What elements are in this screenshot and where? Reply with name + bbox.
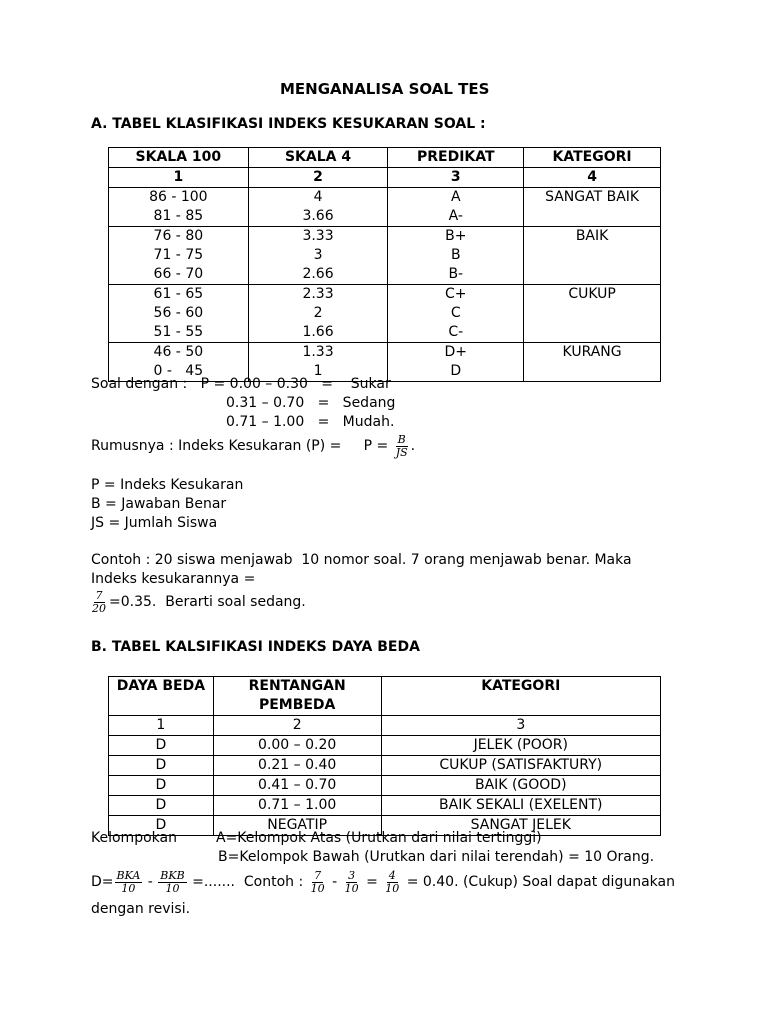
predikat-cell bbox=[388, 188, 524, 227]
skala-4-value: 3.33 bbox=[302, 228, 334, 244]
daya-beda-cell: D bbox=[109, 816, 214, 836]
fraction-denominator: 10 bbox=[310, 881, 325, 895]
skala-100-value: 46 - 50 bbox=[153, 344, 204, 360]
skala-4-value: 1 bbox=[313, 363, 323, 379]
column-number: 1 bbox=[109, 168, 249, 188]
predikat-cell bbox=[388, 227, 524, 285]
predikat-value: C+ bbox=[445, 286, 467, 302]
column-number: 3 bbox=[388, 168, 524, 188]
bka-fraction bbox=[115, 870, 143, 895]
predikat-value: D+ bbox=[444, 344, 468, 360]
table-row bbox=[109, 736, 661, 756]
fraction-numerator: BKB bbox=[160, 868, 185, 882]
column-number: 4 bbox=[524, 168, 661, 188]
rumus-fraction bbox=[394, 434, 410, 459]
rentangan-cell: 0.41 – 0.70 bbox=[213, 776, 381, 796]
skala-4-cell bbox=[248, 285, 388, 343]
skala-4-value: 1.66 bbox=[302, 324, 334, 340]
soal-line-2: 0.31 – 0.70 = Sedang bbox=[226, 395, 396, 411]
difficulty-index-table bbox=[108, 147, 661, 382]
table-header-row bbox=[109, 148, 661, 168]
skala-100-value: 61 - 65 bbox=[153, 286, 204, 302]
fraction-numerator: 3 bbox=[348, 868, 356, 882]
skala-100-value: 71 - 75 bbox=[153, 247, 204, 263]
rentangan-cell: 0.00 – 0.20 bbox=[213, 736, 381, 756]
table-row bbox=[109, 756, 661, 776]
fraction-numerator: 4 bbox=[388, 868, 396, 882]
table-header-row bbox=[109, 677, 661, 716]
header-kategori: KATEGORI bbox=[381, 677, 660, 716]
discrimination-index-table bbox=[108, 676, 661, 836]
kategori-cell: KURANG bbox=[524, 343, 661, 382]
rentangan-cell: NEGATIP bbox=[213, 816, 381, 836]
rumus-text: Rumusnya : Indeks Kesukaran (P) = P = bbox=[91, 438, 393, 454]
skala-4-value: 2.66 bbox=[302, 266, 334, 282]
table-number-row bbox=[109, 716, 661, 736]
bkb-fraction bbox=[158, 870, 186, 895]
predikat-value: D bbox=[450, 363, 462, 379]
column-number: 2 bbox=[213, 716, 381, 736]
daya-beda-cell: D bbox=[109, 756, 214, 776]
skala-100-value: 86 - 100 bbox=[149, 189, 208, 205]
header-rentangan-pembeda: RENTANGAN PEMBEDA bbox=[213, 677, 381, 716]
final-line: dengan revisi. bbox=[91, 901, 191, 917]
section-a-heading: A. TABEL KLASIFIKASI INDEKS KESUKARAN SOAL : bbox=[91, 116, 486, 132]
predikat-value: B- bbox=[448, 266, 464, 282]
contoh-result: =0.35. Berarti soal sedang. bbox=[109, 594, 306, 610]
kategori-cell: CUKUP bbox=[524, 285, 661, 343]
fraction-numerator: BKA bbox=[116, 868, 141, 882]
column-number: 2 bbox=[248, 168, 388, 188]
formula-minus: - bbox=[327, 874, 342, 890]
header-skala-100: SKALA 100 bbox=[109, 148, 249, 168]
definition-js: JS = Jumlah Siswa bbox=[91, 515, 218, 531]
predikat-value: B bbox=[450, 247, 461, 263]
header-skala-4: SKALA 4 bbox=[248, 148, 388, 168]
example-fraction bbox=[383, 870, 401, 895]
predikat-value: A bbox=[450, 189, 461, 205]
fraction-denominator: 10 bbox=[344, 881, 359, 895]
fraction-denominator: 10 bbox=[385, 881, 400, 895]
skala-4-value: 2 bbox=[313, 305, 323, 321]
header-daya-beda: DAYA BEDA bbox=[109, 677, 214, 716]
kategori-cell: CUKUP (SATISFAKTURY) bbox=[381, 756, 660, 776]
contoh-line-1: Contoh : 20 siswa menjawab 10 nomor soal. 7 orang menjawab benar. Maka bbox=[91, 552, 632, 568]
section-b-heading: B. TABEL KALSIFIKASI INDEKS DAYA BEDA bbox=[91, 639, 420, 655]
fraction-denominator: 10 bbox=[165, 881, 180, 895]
header-kategori: KATEGORI bbox=[524, 148, 661, 168]
skala-100-cell bbox=[109, 188, 249, 227]
rentangan-cell: 0.71 – 1.00 bbox=[213, 796, 381, 816]
skala-4-value: 3.66 bbox=[302, 208, 334, 224]
skala-4-value: 1.33 bbox=[302, 344, 334, 360]
skala-4-value: 3 bbox=[313, 247, 323, 263]
column-number: 3 bbox=[381, 716, 660, 736]
skala-100-value: 81 - 85 bbox=[153, 208, 204, 224]
formula-mid: =....... Contoh : bbox=[187, 874, 308, 890]
fraction-numerator: 7 bbox=[95, 588, 103, 602]
soal-line-1: Soal dengan : P = 0.00 – 0.30 = Sukar bbox=[91, 376, 391, 392]
daya-beda-cell: D bbox=[109, 736, 214, 756]
predikat-cell bbox=[388, 343, 524, 382]
fraction-denominator: JS bbox=[395, 445, 408, 459]
rumus-suffix: . bbox=[410, 438, 416, 454]
kategori-cell: SANGAT BAIK bbox=[524, 188, 661, 227]
fraction-denominator: 20 bbox=[92, 601, 106, 615]
formula-equals: = bbox=[361, 874, 383, 890]
kategori-cell: BAIK SEKALI (EXELENT) bbox=[381, 796, 660, 816]
table-row bbox=[109, 776, 661, 796]
definition-p: P = Indeks Kesukaran bbox=[91, 477, 244, 493]
formula-minus: - bbox=[143, 874, 158, 890]
kategori-cell: JELEK (POOR) bbox=[381, 736, 660, 756]
example-fraction bbox=[343, 870, 361, 895]
fraction-numerator: 7 bbox=[314, 868, 322, 882]
daya-beda-cell: D bbox=[109, 796, 214, 816]
skala-4-value: 2.33 bbox=[302, 286, 334, 302]
formula-d-prefix: D= bbox=[91, 874, 114, 890]
skala-100-cell bbox=[109, 285, 249, 343]
predikat-value: A- bbox=[448, 208, 463, 224]
kategori-cell: SANGAT JELEK bbox=[381, 816, 660, 836]
table-row bbox=[109, 227, 661, 285]
fraction-numerator: B bbox=[397, 432, 406, 446]
contoh-fraction bbox=[90, 590, 108, 615]
skala-4-cell bbox=[248, 227, 388, 285]
formula-result: = 0.40. (Cukup) Soal dapat digunakan bbox=[402, 874, 675, 890]
daya-beda-cell: D bbox=[109, 776, 214, 796]
soal-line-3: 0.71 – 1.00 = Mudah. bbox=[226, 414, 395, 430]
kategori-cell: BAIK bbox=[524, 227, 661, 285]
column-number: 1 bbox=[109, 716, 214, 736]
kelompok-label: Kelompokan bbox=[91, 830, 177, 846]
predikat-value: C- bbox=[448, 324, 464, 340]
page-title: MENGANALISA SOAL TES bbox=[280, 80, 490, 98]
table-number-row bbox=[109, 168, 661, 188]
table-row bbox=[109, 796, 661, 816]
table-row bbox=[109, 188, 661, 227]
skala-100-value: 76 - 80 bbox=[153, 228, 204, 244]
skala-100-value: 51 - 55 bbox=[153, 324, 204, 340]
rumus-line bbox=[91, 432, 415, 460]
skala-4-cell bbox=[248, 188, 388, 227]
definition-b: B = Jawaban Benar bbox=[91, 496, 227, 512]
contoh-result-line bbox=[89, 588, 306, 616]
skala-100-cell bbox=[109, 227, 249, 285]
rentangan-cell: 0.21 – 0.40 bbox=[213, 756, 381, 776]
fraction-denominator: 10 bbox=[121, 881, 136, 895]
kelompok-b: B=Kelompok Bawah (Urutkan dari nilai terendah) = 10 Orang. bbox=[218, 849, 655, 865]
example-fraction bbox=[309, 870, 327, 895]
skala-100-value: 66 - 70 bbox=[153, 266, 204, 282]
skala-100-value: 0 - 45 bbox=[153, 363, 204, 379]
predikat-cell bbox=[388, 285, 524, 343]
skala-100-value: 56 - 60 bbox=[153, 305, 204, 321]
predikat-value: B+ bbox=[445, 228, 467, 244]
kelompok-a: A=Kelompok Atas (Urutkan dari nilai tertinggi) bbox=[216, 830, 542, 846]
skala-4-value: 4 bbox=[313, 189, 323, 205]
kategori-cell: BAIK (GOOD) bbox=[381, 776, 660, 796]
contoh-line-2: Indeks kesukarannya = bbox=[91, 571, 256, 587]
header-predikat: PREDIKAT bbox=[388, 148, 524, 168]
predikat-value: C bbox=[450, 305, 461, 321]
table-row bbox=[109, 285, 661, 343]
daya-beda-formula-line bbox=[91, 868, 675, 896]
